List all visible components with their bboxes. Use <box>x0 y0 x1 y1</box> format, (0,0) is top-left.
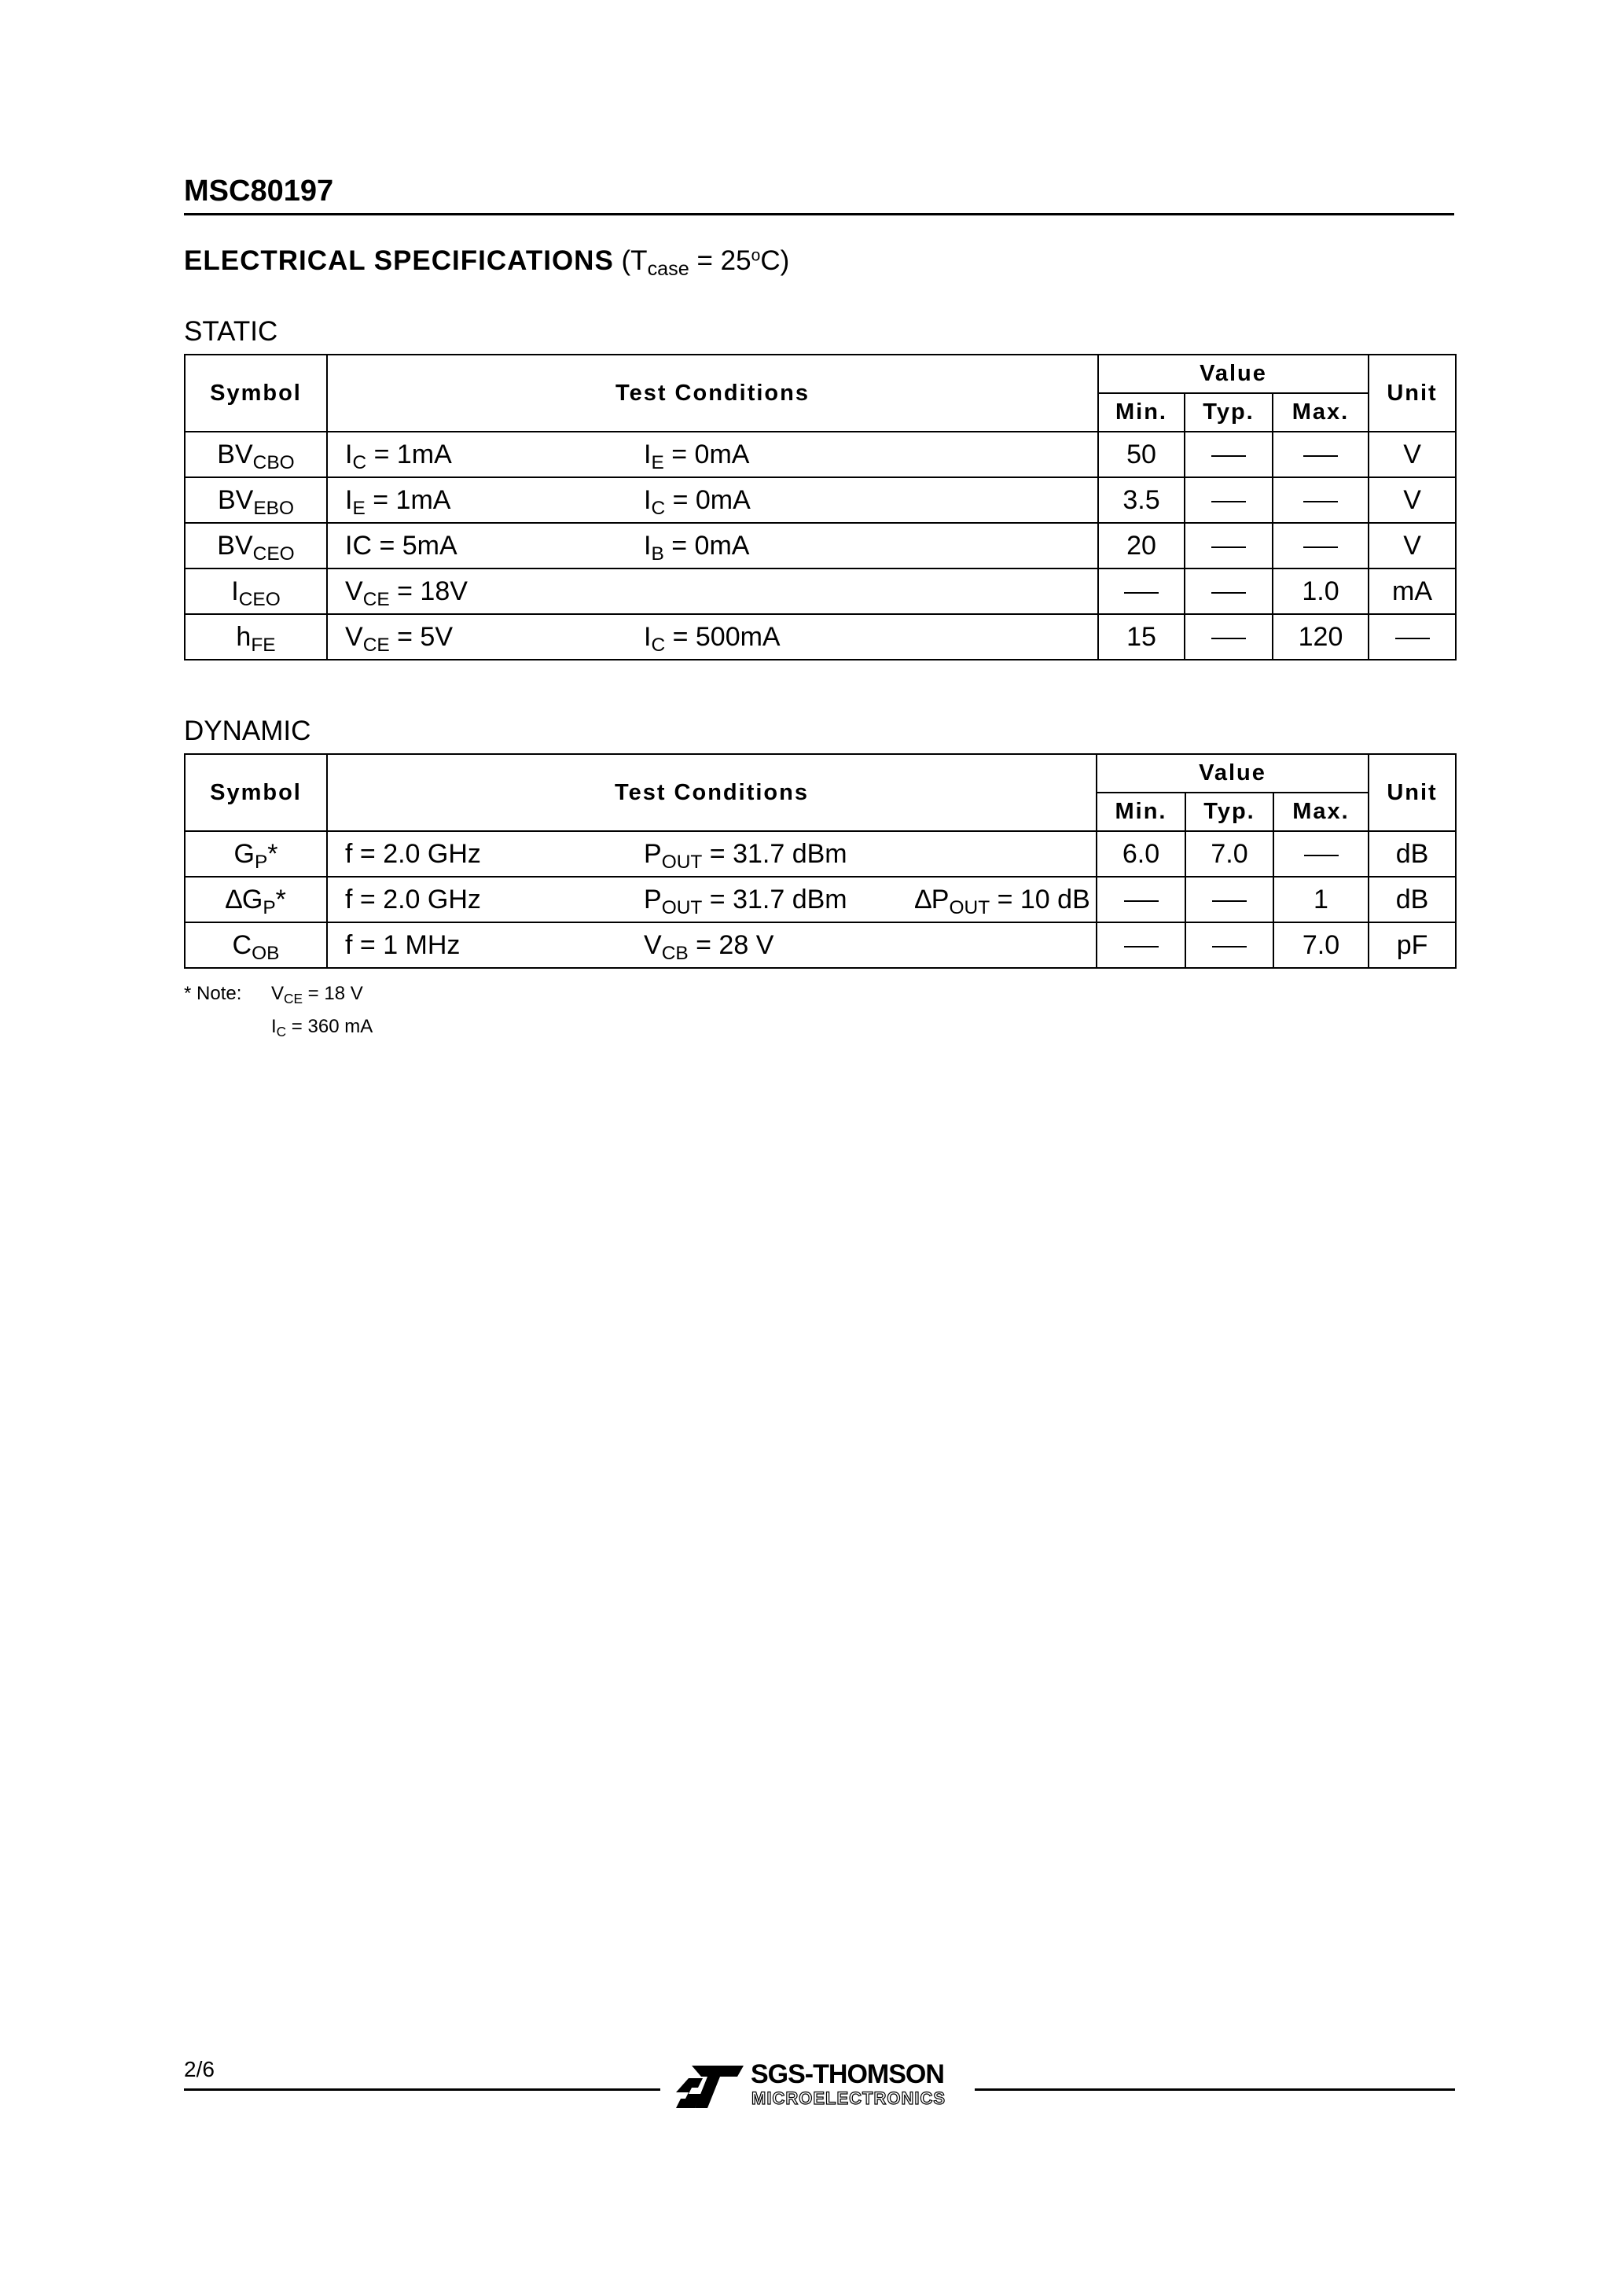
column-test-conditions: Test Conditions <box>327 355 1098 432</box>
condition-2: $P_{OUT} = 31.7$ dBm <box>644 838 847 873</box>
document-id: MSC80197 <box>184 175 334 208</box>
min-cell <box>1098 568 1185 614</box>
note-label: * Note: <box>184 983 242 1004</box>
typ-cell <box>1185 432 1273 477</box>
st-logo-icon <box>674 2064 745 2110</box>
case-temperature-condition: $(T_{case} = 25^oC)$ <box>621 245 790 281</box>
table-row <box>185 922 1456 968</box>
table-row <box>185 831 1456 877</box>
dynamic-label: DYNAMIC <box>184 716 311 746</box>
unit-cell: dB <box>1369 831 1456 877</box>
test-conditions-cell <box>327 614 1098 660</box>
dash <box>1212 946 1247 947</box>
max-cell <box>1273 523 1369 568</box>
condition-3: $\Delta P_{OUT} = 10$ dB <box>915 884 1090 918</box>
static-table <box>184 354 1457 660</box>
symbol-cell: $BV_{CBO}$ <box>185 432 327 477</box>
min-cell <box>1097 922 1185 968</box>
table-row <box>185 614 1456 660</box>
min-cell: 50 <box>1098 432 1185 477</box>
column-symbol: Symbol <box>185 754 327 831</box>
max-cell <box>1273 831 1369 877</box>
symbol-cell: $I_{CEO}$ <box>185 568 327 614</box>
dash <box>1304 855 1339 856</box>
test-conditions-cell <box>327 877 1097 922</box>
dash <box>1303 501 1338 502</box>
min-cell: 3.5 <box>1098 477 1185 523</box>
condition-1: f = 2.0 GHz <box>345 884 481 914</box>
unit-cell: V <box>1369 432 1456 477</box>
note-ic: $I_C = 360$ mA <box>271 1016 373 1039</box>
unit-cell: mA <box>1369 568 1456 614</box>
typ-cell <box>1185 523 1273 568</box>
min-cell: 15 <box>1098 614 1185 660</box>
dash <box>1211 501 1246 502</box>
column-symbol: Symbol <box>185 355 327 432</box>
min-cell: 6.0 <box>1097 831 1185 877</box>
table-row <box>185 477 1456 523</box>
test-conditions-cell <box>327 568 1098 614</box>
column-min: Min. <box>1097 793 1185 831</box>
unit-cell: pF <box>1369 922 1456 968</box>
footer-rule-left <box>184 2088 660 2091</box>
column-unit: Unit <box>1369 754 1456 831</box>
column-max: Max. <box>1273 393 1369 432</box>
dash <box>1211 592 1246 594</box>
typ-cell <box>1185 614 1273 660</box>
top-rule <box>184 213 1454 215</box>
max-cell <box>1273 477 1369 523</box>
dash <box>1211 546 1246 548</box>
table-row <box>185 432 1456 477</box>
symbol-cell: $h_{FE}$ <box>185 614 327 660</box>
max-cell: 1.0 <box>1273 568 1369 614</box>
test-conditions-cell <box>327 523 1098 568</box>
condition-2: $I_C = 500mA$ <box>644 621 781 656</box>
min-cell: 20 <box>1098 523 1185 568</box>
dash <box>1211 455 1246 457</box>
condition-1: $I_C = 1mA$ <box>345 439 452 473</box>
test-conditions-cell <box>327 922 1097 968</box>
dash <box>1211 638 1246 639</box>
condition-2: $I_B = 0mA$ <box>644 530 750 565</box>
typ-cell <box>1185 477 1273 523</box>
section-heading <box>184 245 790 281</box>
unit-cell: V <box>1369 477 1456 523</box>
condition-2: $I_E = 0mA$ <box>644 439 750 473</box>
table-row <box>185 523 1456 568</box>
max-cell <box>1273 432 1369 477</box>
brand-subtitle: MICROELECTRONICS <box>751 2088 946 2108</box>
column-test-conditions: Test Conditions <box>327 754 1097 831</box>
condition-1: $V_{CE} = 5V$ <box>345 621 454 656</box>
condition-2: $I_C = 0mA$ <box>644 484 751 519</box>
min-cell <box>1097 877 1185 922</box>
dash <box>1124 592 1159 594</box>
condition-2: $P_{OUT} = 31.7$ dBm <box>644 884 847 918</box>
dash <box>1124 946 1159 947</box>
static-label: STATIC <box>184 316 278 347</box>
footer-rule-right <box>975 2088 1455 2091</box>
table-row <box>185 568 1456 614</box>
dash <box>1303 546 1338 548</box>
condition-1: IC = 5mA <box>345 530 457 561</box>
typ-cell <box>1185 877 1273 922</box>
dash <box>1303 455 1338 457</box>
unit-cell: V <box>1369 523 1456 568</box>
table-row <box>185 877 1456 922</box>
column-value: Value <box>1097 754 1369 793</box>
condition-2: $V_{CB} = 28$ V <box>644 929 774 964</box>
typ-cell: 7.0 <box>1185 831 1273 877</box>
column-typ: Typ. <box>1185 393 1273 432</box>
condition-1: f = 2.0 GHz <box>345 838 481 869</box>
dynamic-table <box>184 753 1457 969</box>
dash <box>1395 638 1430 639</box>
typ-cell <box>1185 568 1273 614</box>
brand-name: SGS-THOMSON <box>751 2059 944 2089</box>
condition-1: f = 1 MHz <box>345 929 461 960</box>
test-conditions-cell <box>327 477 1098 523</box>
note-vce: $V_{CE} = 18$ V <box>271 983 363 1006</box>
symbol-cell: $C_{OB}$ <box>185 922 327 968</box>
page-number: 2/6 <box>184 2057 215 2081</box>
column-min: Min. <box>1098 393 1185 432</box>
dash <box>1124 900 1159 902</box>
unit-cell: dB <box>1369 877 1456 922</box>
symbol-cell: $BV_{EBO}$ <box>185 477 327 523</box>
symbol-cell: $\Delta G_P*$ <box>185 877 327 922</box>
condition-1: $V_{CE} = 18V$ <box>345 576 468 610</box>
max-cell: 120 <box>1273 614 1369 660</box>
section-title: ELECTRICAL SPECIFICATIONS <box>184 245 614 276</box>
dash <box>1212 900 1247 902</box>
unit-cell <box>1369 614 1456 660</box>
symbol-cell: $BV_{CEO}$ <box>185 523 327 568</box>
max-cell: 1 <box>1273 877 1369 922</box>
column-typ: Typ. <box>1185 793 1273 831</box>
column-unit: Unit <box>1369 355 1456 432</box>
typ-cell <box>1185 922 1273 968</box>
column-max: Max. <box>1273 793 1369 831</box>
column-value: Value <box>1098 355 1369 393</box>
condition-1: $I_E = 1mA$ <box>345 484 451 519</box>
max-cell: 7.0 <box>1273 922 1369 968</box>
test-conditions-cell <box>327 831 1097 877</box>
symbol-cell: $G_P*$ <box>185 831 327 877</box>
test-conditions-cell <box>327 432 1098 477</box>
